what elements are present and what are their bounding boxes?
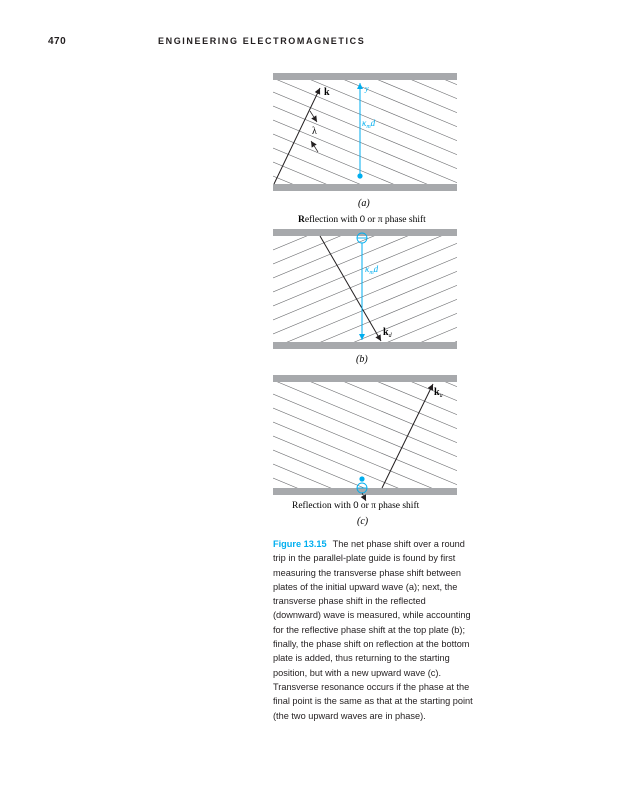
top-plate (273, 73, 457, 80)
y-label: y (365, 84, 369, 93)
lambda-label: λ (312, 126, 317, 137)
reflection-caption-bottom: Reflection with 0 or π phase shift (292, 500, 420, 511)
ku-label: $k_u$ (434, 387, 443, 399)
bottom-plate (273, 342, 457, 349)
caption-text: The net phase shift over a round trip in the parallel-plate guide is found by first measuring the transverse phase shift between plates of the initial upward wave (a); next, the transverse phase shift in the reflected (downward) wave is measured, while accounting for the reflective phase shift at the top plate (b); finally, the phase shift on reflection at the bottom plate is added, thus returning to the starting position, but with a new upward wave (c). Transverse resonance occurs if the phase at the final point is the same as that at the starting point (the two upward waves are in phase). (273, 539, 473, 721)
panel-c (273, 296, 513, 540)
k-label: k (324, 87, 330, 98)
running-title: ENGINEERING ELECTROMAGNETICS (158, 36, 366, 46)
final-point (359, 476, 364, 481)
wavelength-arrow-top (310, 111, 317, 122)
kappa-m-d-label: $\kappa_md$ (365, 264, 379, 276)
panel-a-label: (a) (358, 198, 370, 209)
reflection-title-top: Reflection with 0 or π phase shift (298, 214, 426, 225)
panel-c-label: (c) (357, 516, 369, 527)
panel-b (273, 150, 513, 446)
page-number: 470 (48, 36, 67, 47)
top-plate (273, 375, 457, 382)
bottom-plate (273, 184, 457, 191)
start-point (357, 173, 362, 178)
kappa-m-d-label: $\kappa_md$ (362, 118, 376, 130)
ku-vector (382, 384, 433, 488)
wavefronts (273, 150, 513, 446)
figure-label: Figure 13.15 (273, 539, 327, 549)
kd-label: $k_d$ (383, 327, 392, 339)
top-plate (273, 229, 457, 236)
kd-vector (320, 236, 381, 341)
figure-caption (273, 537, 473, 723)
panel-b-label: (b) (356, 354, 368, 365)
